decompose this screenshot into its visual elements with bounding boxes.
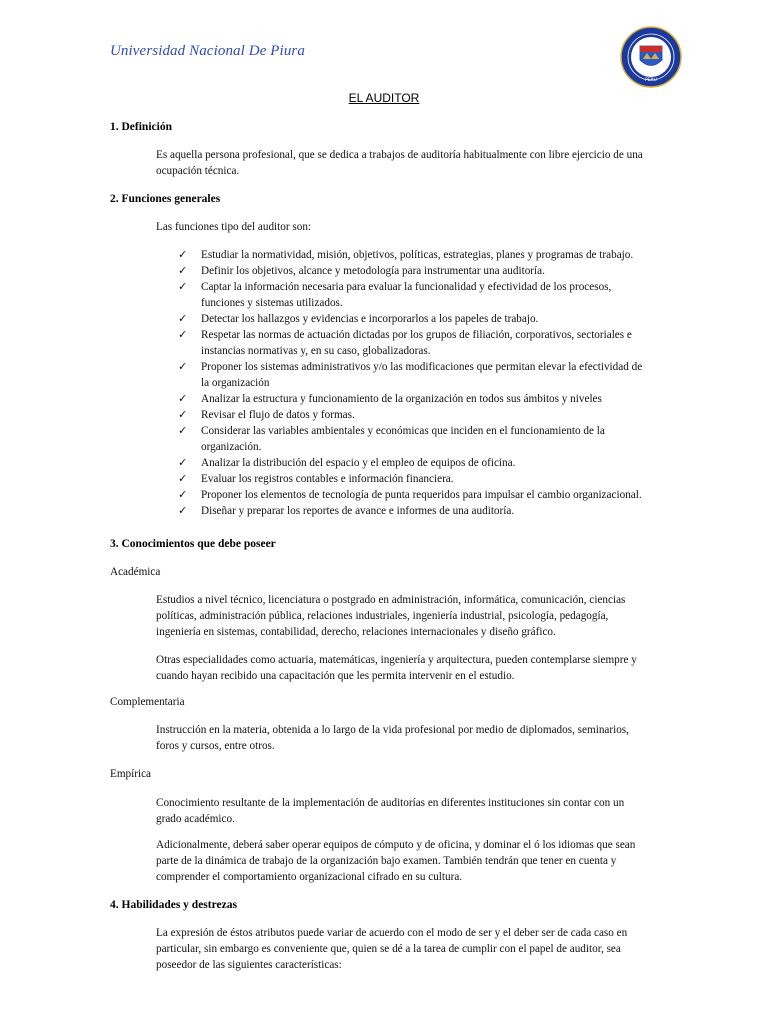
text-line: poseedor de las siguientes características:	[156, 959, 342, 971]
seal-bottom-text: PERU	[645, 78, 657, 83]
list-item: ✓ Considerar las variables ambientales y económicas que inciden en el funcionamiento de la organización.	[178, 424, 605, 453]
list-item: ✓ Definir los objetivos, alcance y metodología para instrumentar una auditoría.	[178, 264, 545, 277]
list-item: ✓ Respetar las normas de actuación dictadas por los grupos de filiación, corporativos, sectoriales e instancias normativas y, en su caso, globalizadoras.	[178, 328, 632, 357]
funciones-intro: Las funciones tipo del auditor son:	[156, 221, 312, 233]
document-title: EL AUDITOR	[348, 91, 420, 105]
text-line: Otras especialidades como actuaria, matemáticas, ingeniería y arquitectura, pueden contemplarse siempre y	[156, 654, 637, 666]
academica-paragraph-1	[156, 592, 664, 640]
checkmark-icon: ✓	[178, 248, 188, 261]
section-heading-conocimientos: 3. Conocimientos que debe poseer	[110, 538, 276, 550]
text-line: cuando hayan recibido una capacitación que les permita intervenir en el estudio.	[156, 670, 515, 682]
checkmark-icon: ✓	[178, 456, 188, 469]
list-item: ✓ Analizar la estructura y funcionamiento de la organización en todos sus ámbitos y niveles	[178, 392, 602, 405]
text-line: Conocimiento resultante de la implementación de auditorías en diferentes instituciones sin contar con un	[156, 797, 625, 809]
text-line: particular, sin embargo es conveniente que, quien se dé a la tarea de cumplir con el papel de auditor, sea	[156, 943, 621, 955]
checkmark-icon: ✓	[178, 312, 188, 325]
checkmark-icon: ✓	[178, 488, 188, 501]
section-heading-habilidades: 4. Habilidades y destrezas	[110, 899, 237, 911]
list-item: ✓ Estudiar la normatividad, misión, objetivos, políticas, estrategias, planes y programas de trabajo.	[178, 248, 634, 261]
text-line: Adicionalmente, deberá saber operar equipos de cómputo y de oficina, y dominar el ó los idiomas que sean	[156, 839, 636, 851]
list-item: ✓ Diseñar y preparar los reportes de avance e informes de una auditoría.	[178, 504, 515, 517]
section-heading-definicion: 1. Definición	[110, 121, 172, 133]
empirica-paragraph-1	[156, 795, 664, 827]
list-item: ✓ Proponer los sistemas administrativos y/o las modificaciones que permitan elevar la efectividad de la organización	[178, 360, 643, 389]
list-item: ✓ Proponer los elementos de tecnología de punta requeridos para impulsar el cambio organizacional.	[178, 488, 642, 501]
text-line: comprender el comportamiento organizacional cifrado en su cultura.	[156, 871, 463, 883]
section-heading-funciones: 2. Funciones generales	[110, 193, 221, 205]
text-line: grado académico.	[156, 813, 235, 825]
subheading-complementaria: Complementaria	[110, 696, 185, 708]
university-header: Universidad Nacional De Piura	[110, 43, 305, 59]
subheading-empirica: Empírica	[110, 768, 152, 780]
list-item: ✓ Captar la información necesaria para evaluar la funcionalidad y efectividad de los procesos, funciones y sistemas utilizados.	[178, 280, 612, 309]
checkmark-icon: ✓	[178, 360, 188, 373]
funciones-checklist	[178, 247, 666, 519]
checkmark-icon: ✓	[178, 280, 188, 293]
checkmark-icon: ✓	[178, 328, 188, 341]
checkmark-icon: ✓	[178, 408, 188, 421]
empirica-paragraph-2	[156, 837, 664, 885]
university-seal-logo	[620, 26, 682, 88]
checkmark-icon: ✓	[178, 424, 188, 437]
checkmark-icon: ✓	[178, 504, 188, 517]
checkmark-icon: ✓	[178, 264, 188, 277]
text-line: políticas, administración pública, relaciones industriales, ingeniería industrial, psicología, pedagogía,	[156, 610, 609, 622]
habilidades-paragraph	[156, 925, 664, 973]
text-line: La expresión de éstos atributos puede variar de acuerdo con el modo de ser y el deber ser de cada caso en	[156, 927, 628, 939]
text-line: Instrucción en la materia, obtenida a lo largo de la vida profesional por medio de diplomados, seminarios,	[156, 724, 629, 736]
academica-paragraph-2	[156, 652, 664, 684]
complementaria-paragraph	[156, 722, 664, 754]
definicion-paragraph	[156, 147, 664, 179]
text-line: ingeniería en sistemas, contabilidad, derecho, relaciones internacionales y diseño gráfico.	[156, 626, 556, 638]
checkmark-icon: ✓	[178, 392, 188, 405]
text-line: Estudios a nivel técnico, licenciatura o postgrado en administración, informática, comunicación, ciencias	[156, 594, 626, 606]
text-line: foros y cursos, entre otros.	[156, 740, 275, 752]
subheading-academica: Académica	[110, 566, 161, 578]
text-line: ocupación técnica.	[156, 165, 240, 177]
list-item: ✓ Evaluar los registros contables e información financiera.	[178, 472, 454, 485]
text-line: Es aquella persona profesional, que se dedica a trabajos de auditoría habitualmente con libre ejercicio de una	[156, 149, 643, 161]
list-item: ✓ Analizar la distribución del espacio y el empleo de equipos de oficina.	[178, 456, 516, 469]
text-line: parte de la dinámica de trabajo de la organización bajo examen. También tendrán que tener en cuenta y	[156, 855, 617, 867]
list-item: ✓ Detectar los hallazgos y evidencias e incorporarlos a los papeles de trabajo.	[178, 312, 539, 325]
list-item: ✓ Revisar el flujo de datos y formas.	[178, 408, 355, 421]
checkmark-icon: ✓	[178, 472, 188, 485]
